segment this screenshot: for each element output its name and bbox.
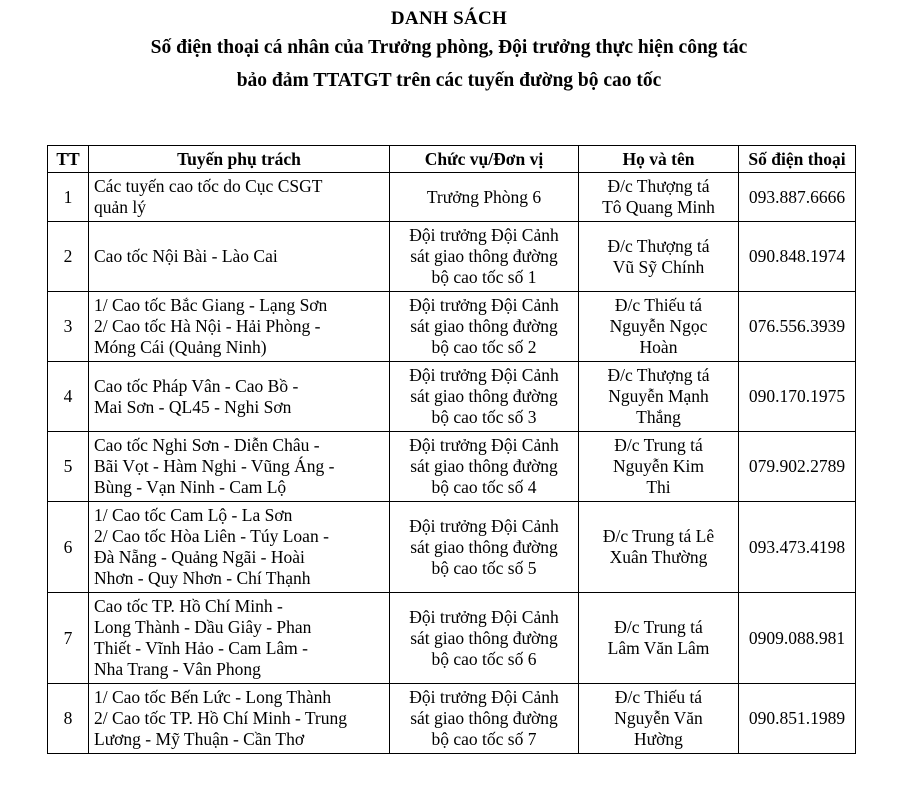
cell-position-line: sát giao thông đường xyxy=(410,316,558,336)
cell-route-line: Bãi Vọt - Hàm Nghi - Vũng Áng - xyxy=(94,456,335,476)
cell-route-line: Cao tốc Nội Bài - Lào Cai xyxy=(94,246,278,266)
cell-person-name-line: Đ/c Thiếu tá xyxy=(614,687,703,707)
cell-position-line: bộ cao tốc số 6 xyxy=(431,648,537,669)
cell-route-line: Móng Cái (Quảng Ninh) xyxy=(94,337,267,357)
cell-phone-number: 093.887.6666 xyxy=(739,173,856,222)
cell-position-line: Đội trưởng Đội Cảnh xyxy=(409,606,559,627)
cell-route xyxy=(89,432,390,502)
cell-phone-number: 090.848.1974 xyxy=(739,222,856,292)
cell-route-line: Đà Nẵng - Quảng Ngãi - Hoài xyxy=(94,547,305,567)
cell-index: 8 xyxy=(48,684,89,754)
document-title-block xyxy=(0,0,898,90)
cell-person-name-line: Hường xyxy=(634,729,683,749)
cell-position xyxy=(390,362,579,432)
cell-route-line: Bùng - Vạn Ninh - Cam Lộ xyxy=(94,477,287,497)
cell-position-line: bộ cao tốc số 5 xyxy=(431,557,537,578)
cell-route xyxy=(89,173,390,222)
cell-route-line: 1/ Cao tốc Bắc Giang - Lạng Sơn xyxy=(94,295,328,315)
phone-list-table xyxy=(47,145,856,754)
cell-person-name-line: Đ/c Thượng tá xyxy=(607,176,710,196)
cell-route-line: 1/ Cao tốc Cam Lộ - La Sơn xyxy=(94,505,293,525)
phone-list-table-container xyxy=(47,145,855,754)
table-body xyxy=(48,173,856,754)
cell-position xyxy=(390,292,579,362)
cell-person-name-line: Tô Quang Minh xyxy=(602,197,715,217)
cell-phone-number: 090.851.1989 xyxy=(739,684,856,754)
cell-position-line: bộ cao tốc số 4 xyxy=(431,477,537,497)
cell-person-name-line: Vũ Sỹ Chính xyxy=(612,256,705,277)
cell-position-line: Đội trưởng Đội Cảnh xyxy=(409,225,559,245)
cell-route-line: Cao tốc Pháp Vân - Cao Bồ - xyxy=(94,375,299,396)
cell-position xyxy=(390,222,579,292)
cell-route-line: 1/ Cao tốc Bến Lức - Long Thành xyxy=(94,687,332,707)
cell-person-name xyxy=(579,593,739,684)
cell-route-line: Nha Trang - Vân Phong xyxy=(94,659,261,679)
cell-position-line: bộ cao tốc số 7 xyxy=(431,729,537,749)
cell-position-line: Đội trưởng Đội Cảnh xyxy=(409,365,559,385)
cell-phone-number: 090.170.1975 xyxy=(739,362,856,432)
cell-route-line: Nhơn - Quy Nhơn - Chí Thạnh xyxy=(94,568,311,588)
cell-person-name-line: Hoàn xyxy=(639,337,678,357)
cell-route-line: Long Thành - Dầu Giây - Phan xyxy=(94,617,312,637)
cell-position-line: bộ cao tốc số 2 xyxy=(431,337,537,357)
cell-person-name-line: Đ/c Trung tá Lê xyxy=(602,526,715,546)
cell-route-line: Cao tốc Nghi Sơn - Diễn Châu - xyxy=(94,435,320,455)
cell-phone-number: 0909.088.981 xyxy=(739,593,856,684)
cell-position xyxy=(390,684,579,754)
page-subtitle-line-1: Số điện thoại cá nhân của Trưởng phòng, Đội trưởng thực hiện công tác xyxy=(150,37,748,58)
table-header xyxy=(48,146,856,173)
table-row xyxy=(48,684,856,754)
cell-person-name xyxy=(579,684,739,754)
page-subtitle-line-2: bảo đảm TTATGT trên các tuyến đường bộ cao tốc xyxy=(236,69,662,91)
cell-position-line: sát giao thông đường xyxy=(410,456,558,476)
column-header-route: Tuyến phụ trách xyxy=(89,146,390,173)
cell-position xyxy=(390,432,579,502)
column-header-name: Họ và tên xyxy=(579,146,739,173)
cell-person-name xyxy=(579,292,739,362)
cell-phone-number: 079.902.2789 xyxy=(739,432,856,502)
table-row xyxy=(48,502,856,593)
table-row xyxy=(48,432,856,502)
cell-person-name-line: Thắng xyxy=(636,407,681,427)
cell-route-line: Các tuyến cao tốc do Cục CSGT xyxy=(94,176,323,196)
cell-index: 6 xyxy=(48,502,89,593)
cell-person-name xyxy=(579,222,739,292)
cell-route-line: 2/ Cao tốc Hà Nội - Hải Phòng - xyxy=(94,316,321,336)
column-header-phone: Số điện thoại xyxy=(739,146,856,173)
cell-position-line: Đội trưởng Đội Cảnh xyxy=(409,515,559,536)
cell-route-line: quản lý xyxy=(94,197,147,217)
cell-position-line: Trưởng Phòng 6 xyxy=(426,186,542,207)
cell-position-line: Đội trưởng Đội Cảnh xyxy=(409,435,559,455)
cell-position xyxy=(390,173,579,222)
cell-route xyxy=(89,684,390,754)
cell-index: 2 xyxy=(48,222,89,292)
cell-phone-number: 076.556.3939 xyxy=(739,292,856,362)
table-row xyxy=(48,593,856,684)
cell-person-name-line: Lâm Văn Lâm xyxy=(607,638,710,658)
cell-position-line: sát giao thông đường xyxy=(410,386,558,406)
cell-route-line: 2/ Cao tốc Hòa Liên - Túy Loan - xyxy=(94,526,329,546)
table-header-row xyxy=(48,146,856,173)
cell-person-name-line: Xuân Thường xyxy=(609,547,708,567)
cell-phone-number: 093.473.4198 xyxy=(739,502,856,593)
cell-route-line: Mai Sơn - QL45 - Nghi Sơn xyxy=(94,396,292,417)
cell-person-name-line: Nguyễn Ngọc xyxy=(609,316,708,336)
cell-route xyxy=(89,292,390,362)
cell-person-name-line: Đ/c Trung tá xyxy=(614,617,703,637)
cell-route-line: Thiết - Vĩnh Hảo - Cam Lâm - xyxy=(94,638,308,658)
cell-person-name-line: Đ/c Thiếu tá xyxy=(614,295,703,315)
table-row xyxy=(48,362,856,432)
cell-route xyxy=(89,362,390,432)
cell-index: 4 xyxy=(48,362,89,432)
table-row xyxy=(48,292,856,362)
page-title: DANH SÁCH xyxy=(390,8,508,29)
cell-person-name-line: Đ/c Thượng tá xyxy=(607,235,710,256)
cell-index: 3 xyxy=(48,292,89,362)
cell-route-line: Cao tốc TP. Hồ Chí Minh - xyxy=(94,596,283,616)
cell-position-line: sát giao thông đường xyxy=(410,246,558,266)
cell-person-name xyxy=(579,362,739,432)
cell-person-name-line: Đ/c Thượng tá xyxy=(607,365,710,385)
cell-position-line: sát giao thông đường xyxy=(410,627,558,648)
cell-position xyxy=(390,502,579,593)
cell-route xyxy=(89,502,390,593)
column-header-position: Chức vụ/Đơn vị xyxy=(390,146,579,173)
cell-person-name xyxy=(579,502,739,593)
cell-position-line: Đội trưởng Đội Cảnh xyxy=(409,687,559,707)
table-row xyxy=(48,222,856,292)
cell-person-name-line: Thi xyxy=(646,477,671,497)
cell-person-name xyxy=(579,173,739,222)
cell-person-name-line: Nguyễn Mạnh xyxy=(608,386,709,406)
cell-index: 5 xyxy=(48,432,89,502)
cell-person-name-line: Nguyễn Kim xyxy=(613,456,704,476)
cell-route-line: 2/ Cao tốc TP. Hồ Chí Minh - Trung xyxy=(94,708,347,728)
cell-position-line: sát giao thông đường xyxy=(410,536,558,557)
cell-index: 7 xyxy=(48,593,89,684)
cell-person-name-line: Nguyễn Văn xyxy=(614,708,703,728)
cell-position-line: bộ cao tốc số 3 xyxy=(431,407,537,427)
cell-person-name-line: Đ/c Trung tá xyxy=(614,435,703,455)
cell-index: 1 xyxy=(48,173,89,222)
table-row xyxy=(48,173,856,222)
cell-position-line: bộ cao tốc số 1 xyxy=(431,267,537,287)
cell-position-line: Đội trưởng Đội Cảnh xyxy=(409,295,559,315)
cell-route-line: Lương - Mỹ Thuận - Cần Thơ xyxy=(94,729,305,749)
cell-person-name xyxy=(579,432,739,502)
column-header-tt: TT xyxy=(48,146,89,173)
cell-position xyxy=(390,593,579,684)
cell-route xyxy=(89,593,390,684)
cell-position-line: sát giao thông đường xyxy=(410,708,558,728)
cell-route xyxy=(89,222,390,292)
